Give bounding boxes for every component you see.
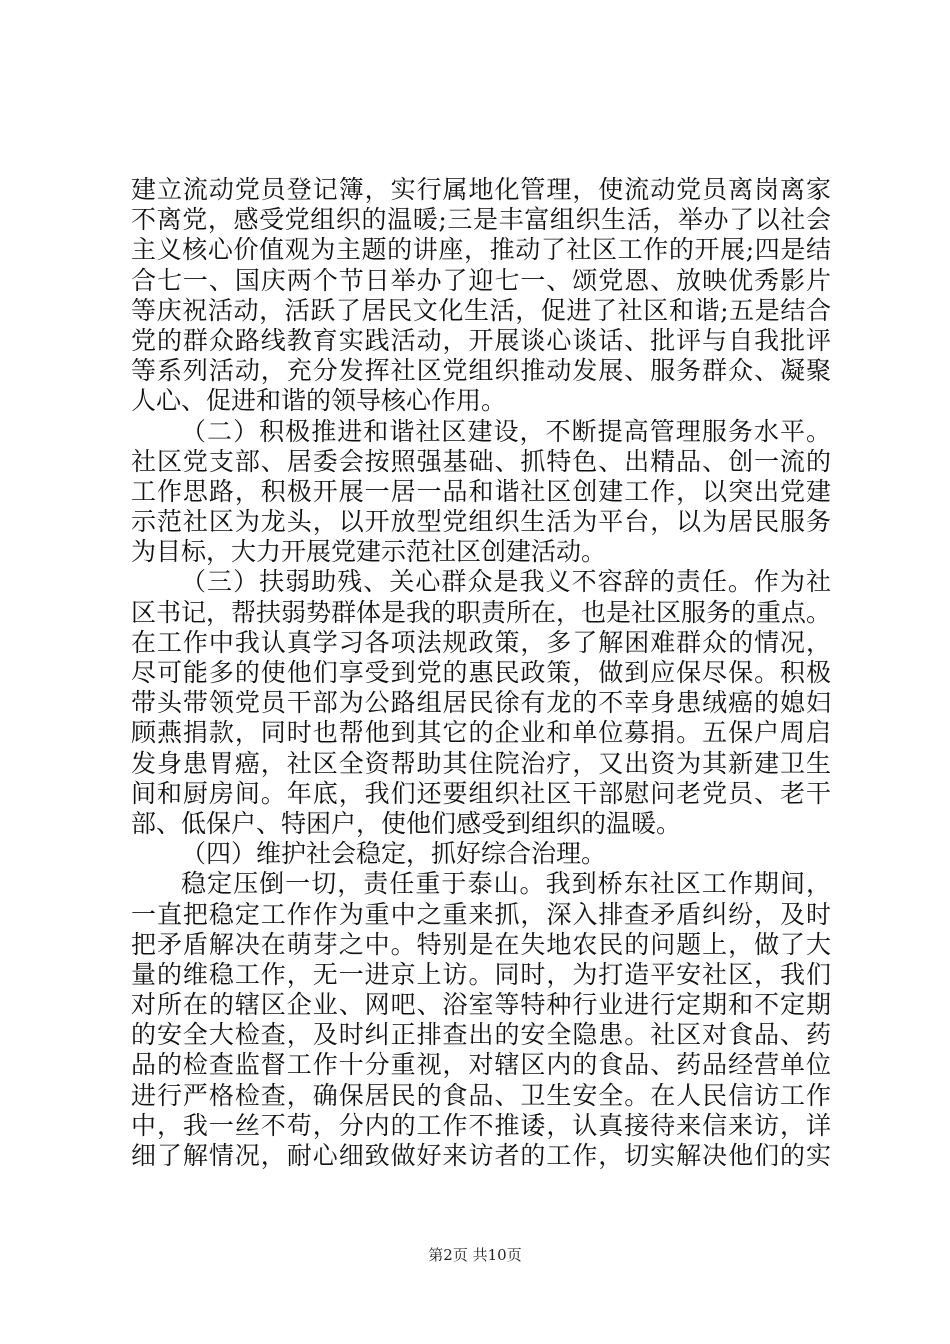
text-line: 工作思路，积极开展一居一品和谐社区创建工作，以突出党建 [131, 476, 831, 506]
text-line: 细了解情况，耐心细致做好来访者的工作，切实解决他们的实 [131, 1141, 831, 1170]
text-line: 党的群众路线教育实践活动，开展谈心谈话、批评与自我批评 [131, 325, 831, 355]
section-heading-2: （二）积极推进和谐社区建设，不断提高管理服务水平。 [181, 416, 831, 446]
text-line: 合七一、国庆两个节日举办了迎七一、颂党恩、放映优秀影片 [131, 265, 831, 295]
text-line: 一直把稳定工作作为重中之重来抓，深入排查矛盾纠纷，及时 [131, 899, 831, 929]
text-line: 主义核心价值观为主题的讲座，推动了社区工作的开展;四是结 [131, 235, 831, 265]
text-line: 等系列活动，充分发挥社区党组织推动发展、服务群众、凝聚 [131, 356, 831, 386]
text-line: 等庆祝活动，活跃了居民文化生活，促进了社区和谐;五是结合 [131, 295, 831, 325]
text-line: 顾燕捐款，同时也帮他到其它的企业和单位募捐。五保户周启 [131, 718, 831, 748]
text-line: 人心、促进和谐的领导核心作用。 [131, 386, 507, 416]
text-line: 区书记，帮扶弱势群体是我的职责所在，也是社区服务的重点。 [131, 597, 832, 627]
section-heading-3: （三）扶弱助残、关心群众是我义不容辞的责任。作为社 [181, 567, 831, 597]
text-line: 示范社区为龙头，以开放型党组织生活为平台，以为居民服务 [131, 507, 831, 537]
text-line: 带头带领党员干部为公路组居民徐有龙的不幸身患绒癌的媳妇 [131, 688, 831, 718]
text-line: 为目标，大力开展党建示范社区创建活动。 [131, 537, 607, 567]
text-line: 部、低保户、特困户，使他们感受到组织的温暖。 [131, 808, 682, 838]
text-line: 把矛盾解决在萌芽之中。特别是在失地农民的问题上，做了大 [131, 929, 831, 959]
text-line: 中，我一丝不苟，分内的工作不推诿，认真接待来信来访，详 [131, 1110, 831, 1140]
text-line: 稳定压倒一切，责任重于泰山。我到桥东社区工作期间， [181, 869, 831, 899]
document-body [131, 175, 831, 1171]
text-line: 建立流动党员登记簿，实行属地化管理，使流动党员离岗离家 [131, 175, 831, 204]
text-line: 尽可能多的使他们享受到党的惠民政策，做到应保尽保。积极 [131, 658, 831, 687]
text-line: 品的检查监督工作十分重视，对辖区内的食品、药品经营单位 [131, 1050, 831, 1080]
text-line: 在工作中我认真学习各项法规政策，多了解困难群众的情况， [131, 627, 831, 657]
text-line: 不离党，感受党组织的温暖;三是丰富组织生活，举办了以社会 [131, 205, 831, 235]
text-line: 间和厨房间。年底，我们还要组织社区干部慰问老党员、老干 [131, 778, 831, 808]
page-footer: 第2页 共10页 [428, 1246, 522, 1264]
text-line: 量的维稳工作，无一进京上访。同时，为打造平安社区，我们 [131, 959, 831, 989]
text-line: 的安全大检查，及时纠正排查出的安全隐患。社区对食品、药 [131, 1020, 831, 1050]
section-heading-4: （四）维护社会稳定，抓好综合治理。 [181, 839, 607, 869]
text-line: 对所在的辖区企业、网吧、浴室等特种行业进行定期和不定期 [131, 990, 831, 1020]
text-line: 进行严格检查，确保居民的食品、卫生安全。在人民信访工作 [131, 1080, 831, 1110]
text-line: 社区党支部、居委会按照强基础、抓特色、出精品、创一流的 [131, 446, 831, 476]
text-line: 发身患胃癌，社区全资帮助其住院治疗，又出资为其新建卫生 [131, 748, 831, 778]
